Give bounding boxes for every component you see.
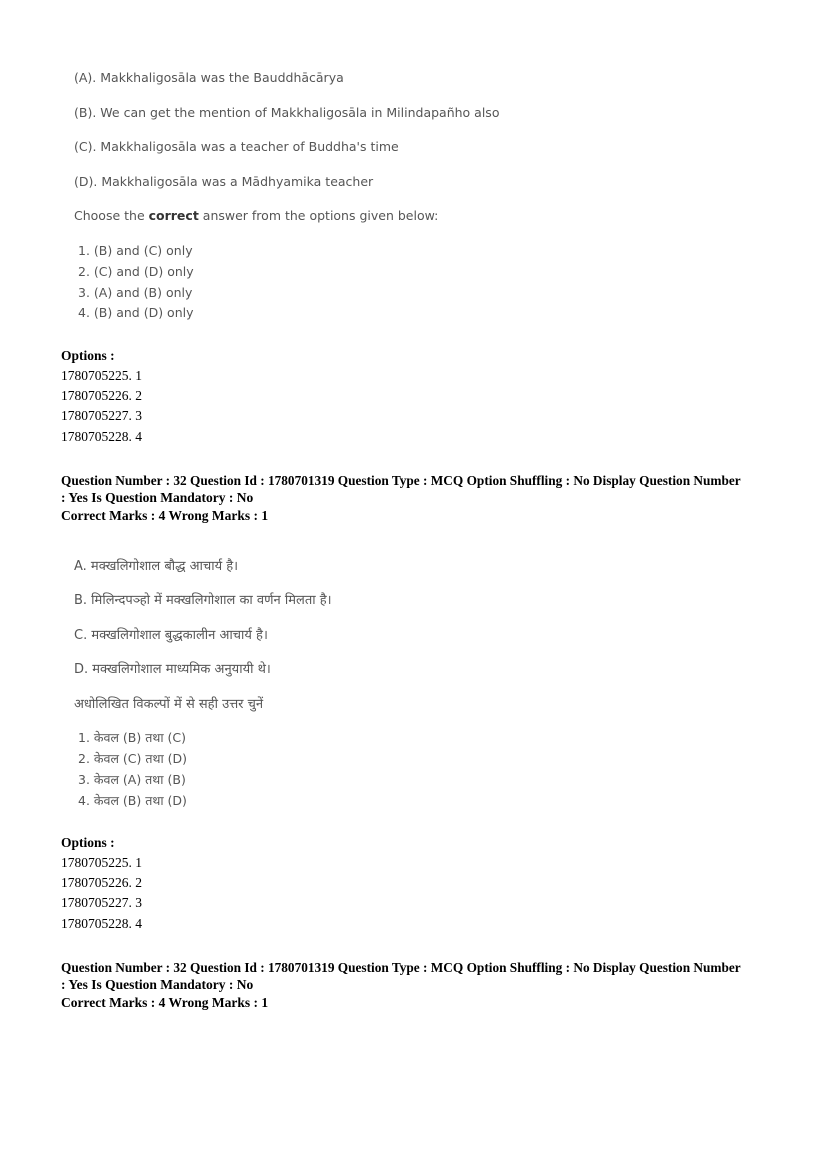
- meta-line-3: Correct Marks : 4 Wrong Marks : 1: [61, 508, 269, 523]
- meta-line-1: Question Number : 32 Question Id : 1780701319 Question Type : MCQ Option Shuffling : No Display Question Number: [61, 473, 741, 488]
- instruction: [74, 208, 438, 223]
- option-item-4: 1780705228. 4: [61, 916, 142, 931]
- choice-2: 2. (C) and (D) only: [78, 264, 194, 279]
- choice-1: 1. (B) and (C) only: [78, 243, 193, 258]
- statement-b: (B). We can get the mention of Makkhaligosāla in Milindapañho also: [74, 105, 500, 120]
- instruction-pre: Choose the: [74, 208, 149, 223]
- choice-2-hindi: 2. केवल (C) तथा (D): [78, 751, 188, 766]
- option-item-3: 1780705227. 3: [61, 895, 142, 910]
- choice-4-hindi: 4. केवल (B) तथा (D): [78, 793, 187, 808]
- choice-3-hindi: 3. केवल (A) तथा (B): [78, 772, 186, 787]
- statement-a: (A). Makkhaligosāla was the Bauddhācārya: [74, 70, 344, 85]
- option-item-4: 1780705228. 4: [61, 429, 142, 444]
- statement-b-hindi: B. मिलिन्दपञ्हो में मक्खलिगोशाल का वर्णन मिलता है।: [74, 593, 332, 608]
- option-item-1: 1780705225. 1: [61, 855, 142, 870]
- instruction-hindi: अधोलिखित विकल्पों में से सही उत्तर चुनें: [74, 697, 264, 712]
- options-label: Options :: [61, 348, 115, 363]
- statement-c: (C). Makkhaligosāla was a teacher of Buddha's time: [74, 139, 399, 154]
- statement-c-hindi: C. मक्खलिगोशाल बुद्धकालीन आचार्य है।: [74, 628, 268, 643]
- meta-line-1: Question Number : 32 Question Id : 1780701319 Question Type : MCQ Option Shuffling : No Display Question Number: [61, 960, 741, 975]
- option-item-1: 1780705225. 1: [61, 368, 142, 383]
- instruction-bold: correct: [148, 208, 199, 223]
- option-item-2: 1780705226. 2: [61, 875, 142, 890]
- statement-d-hindi: D. मक्खलिगोशाल माध्यमिक अनुयायी थे।: [74, 662, 271, 677]
- option-item-2: 1780705226. 2: [61, 388, 142, 403]
- choice-4: 4. (B) and (D) only: [78, 305, 194, 320]
- option-item-3: 1780705227. 3: [61, 408, 142, 423]
- choice-3: 3. (A) and (B) only: [78, 285, 193, 300]
- instruction-post: answer from the options given below:: [198, 208, 439, 223]
- options-label: Options :: [61, 835, 115, 850]
- choice-1-hindi: 1. केवल (B) तथा (C): [78, 730, 187, 745]
- meta-line-2: : Yes Is Question Mandatory : No: [61, 490, 254, 505]
- statement-d: (D). Makkhaligosāla was a Mādhyamika teacher: [74, 174, 374, 189]
- statement-a-hindi: A. मक्खलिगोशाल बौद्ध आचार्य है।: [74, 559, 239, 574]
- meta-line-3: Correct Marks : 4 Wrong Marks : 1: [61, 995, 269, 1010]
- meta-line-2: : Yes Is Question Mandatory : No: [61, 977, 254, 992]
